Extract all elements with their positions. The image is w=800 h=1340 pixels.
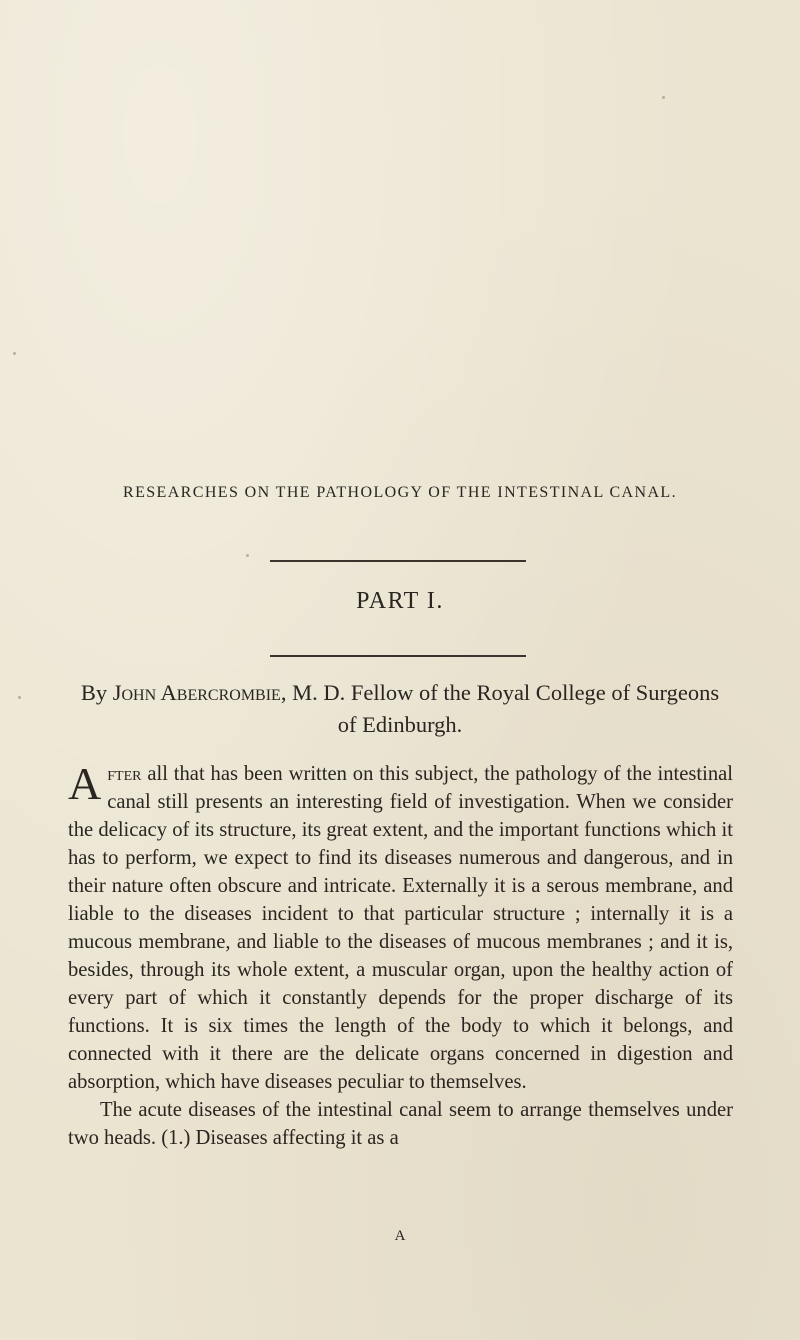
rule-below-part: [270, 655, 526, 657]
paper-speck: [662, 96, 665, 99]
byline-author: John Abercrombie: [112, 680, 281, 705]
lead-caps: fter: [107, 763, 142, 785]
running-title: RESEARCHES ON THE PATHOLOGY OF THE INTESTINAL CANAL.: [123, 484, 677, 501]
paragraph: [68, 760, 733, 1096]
paper-speck: [246, 554, 249, 557]
author-byline: [70, 677, 730, 741]
drop-cap: A: [68, 758, 102, 809]
byline-prefix: By: [80, 680, 108, 705]
paper-speck: [18, 696, 21, 699]
body-text: [68, 760, 733, 1152]
paragraph-text: all that has been written on this subject, the pathology of the intestinal canal still presents an interesting field of investigation. When we consider the delicacy of its structure, its great extent, and the important functions which it has to perform, we expect to find its diseases numerous and dangerous, and in their nature often obscure and intricate. Externally it is a serous membrane, and liable to the diseases incident to that particular structure ; internally it is a mucous membrane, and liable to the diseases of mucous membranes ; and it is, besides, through its whole extent, a muscular organ, upon the healthy action of every part of which it constantly depends for the proper discharge of its functions. It is six times the length of the body to which it belongs, and connected with it there are the delicate organs concerned in digestion and absorption, which have diseases peculiar to themselves.: [68, 763, 733, 1093]
rule-above-part: [270, 560, 526, 562]
part-heading: PART I.: [356, 588, 444, 614]
paragraph: The acute diseases of the intestinal canal seem to arrange themselves under two heads. (1.) Diseases affecting it as a: [68, 1099, 733, 1149]
paper-speck: [13, 352, 16, 355]
signature-mark: A: [394, 1228, 406, 1244]
byline-suffix: , M. D. Fellow of the Royal College of Surgeons of Edinburgh.: [280, 680, 720, 737]
